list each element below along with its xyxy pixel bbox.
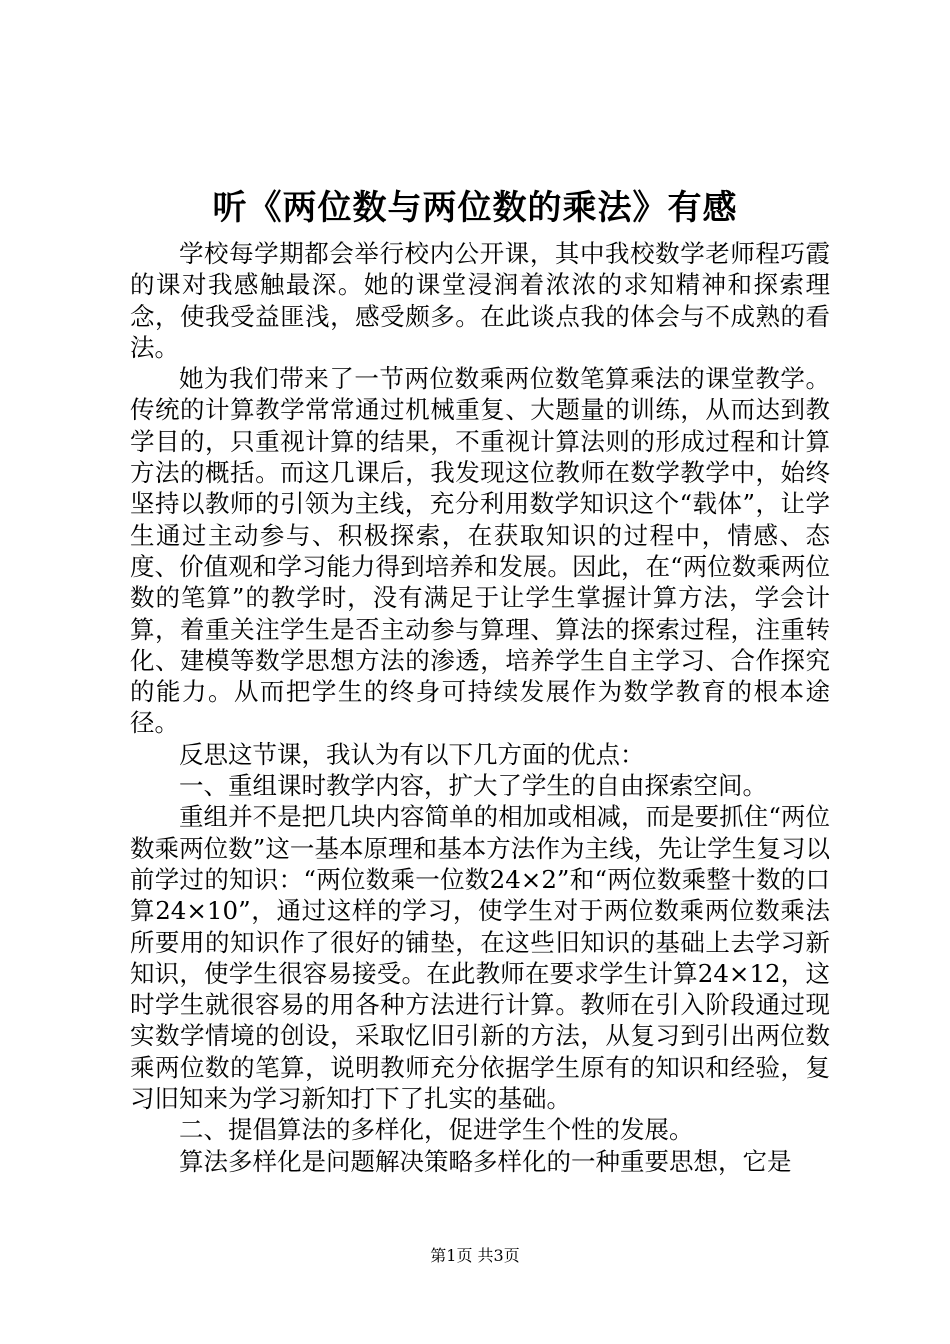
paragraph-lesson-description: 她为我们带来了一节两位数乘两位数笔算乘法的课堂教学。传统的计算教学常常通过机械重复、大题量的训练，从而达到教学目的，只重视计算的结果，不重视计算法则的形成过程和计算方法的概括。而这几课后，我发现这位教师在数学教学中，始终坚持以教师的引领为主线，充分利用数学知识这个“载体”，让学生通过主动参与、积极探索，在获取知识的过程中，情感、态度、价值观和学习能力得到培养和发展。因此，在“两位数乘两位数的笔算”的教学时，没有满足于让学生掌握计算方法，学会计算，着重关注学生是否主动参与算理、算法的探索过程，注重转化、建模等数学思想方法的渗透，培养学生自主学习、合作探究的能力。从而把学生的终身可持续发展作为数学教育的根本途径。 bbox=[130, 364, 830, 738]
paragraph-reflection-intro: 反思这节课，我认为有以下几方面的优点： bbox=[179, 739, 645, 769]
paragraph-intro: 学校每学期都会举行校内公开课，其中我校数学老师程巧霞的课对我感触最深。她的课堂浸润着浓浓的求知精神和探索理念，使我受益匪浅，感受颇多。在此谈点我的体会与不成熟的看法。 bbox=[130, 239, 830, 362]
section-heading-2: 二、提倡算法的多样化，促进学生个性的发展。 bbox=[179, 1115, 694, 1145]
document-title: 听《两位数与两位数的乘法》有感 bbox=[212, 188, 738, 228]
paragraph-section-1: 重组并不是把几块内容简单的相加或相减，而是要抓住“两位数乘两位数”这一基本原理和基本方法作为主线，先让学生复习以前学过的知识：“两位数乘一位数24×2”和“两位数乘整十数的口算24×10”，通过这样的学习，使学生对于两位数乘两位数乘法所要用的知识作了很好的铺垫，在这些旧知识的基础上去学习新知识，使学生很容易接受。在此教师在要求学生计算24×12，这时学生就很容易的用各种方法进行计算。教师在引入阶段通过现实数学情境的创设，采取忆旧引新的方法，从复习到引出两位数乘两位数的笔算，说明教师充分依据学生原有的知识和经验，复习旧知来为学习新知打下了扎实的基础。 bbox=[130, 802, 830, 1114]
paragraph-section-2: 算法多样化是问题解决策略多样化的一种重要思想，它是 bbox=[179, 1146, 792, 1176]
page-footer: 第1页 共3页 bbox=[430, 1246, 520, 1265]
section-heading-1: 一、重组课时教学内容，扩大了学生的自由探索空间。 bbox=[179, 771, 767, 801]
document-body bbox=[130, 238, 830, 1177]
